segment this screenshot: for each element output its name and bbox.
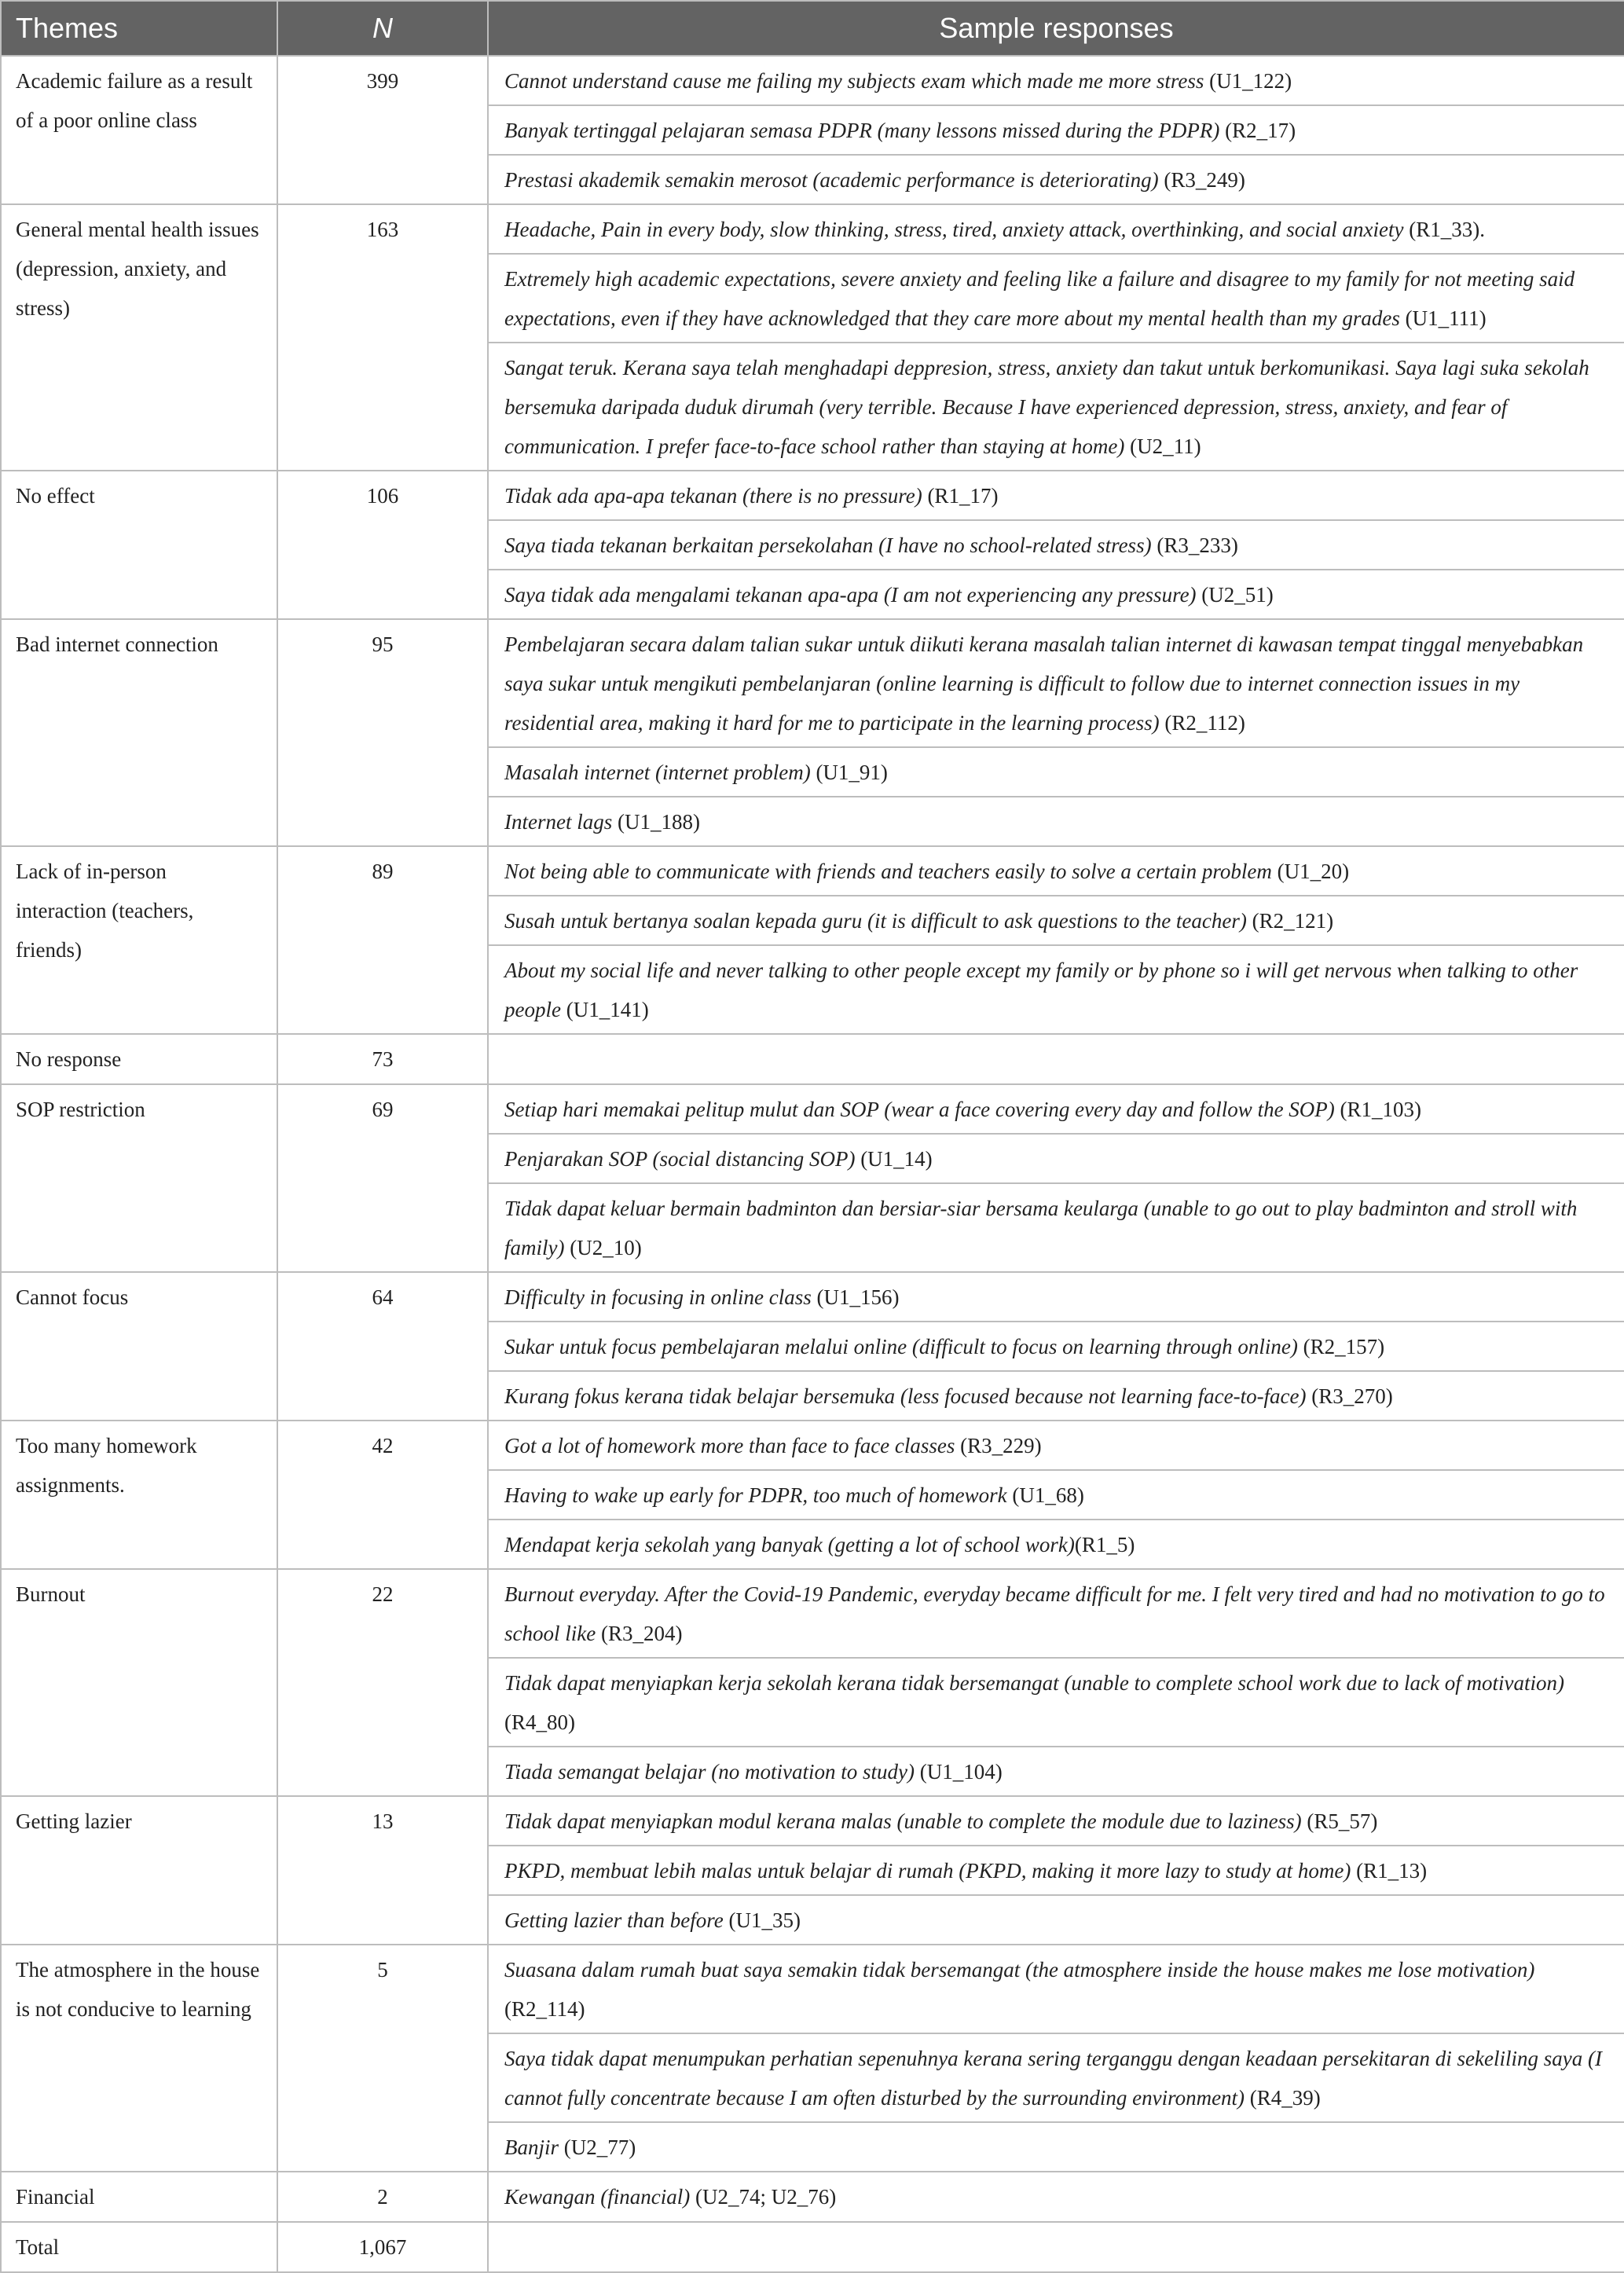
respondent-code: (R2_121) (1246, 909, 1334, 933)
response-text: Mendapat kerja sekolah yang banyak (getting a lot of school work) (504, 1533, 1075, 1556)
response-text: Burnout everyday. After the Covid-19 Pandemic, everyday became difficult for me. I felt very tired and had no motivation to go to school like (504, 1582, 1605, 1645)
respondent-code: (U1_104) (914, 1760, 1003, 1784)
response-text: Susah untuk bertanya soalan kepada guru (it is difficult to ask questions to the teacher) (504, 909, 1247, 933)
sample-response-cell (488, 1569, 1624, 1658)
respondent-code: (U2_10) (564, 1236, 642, 1259)
count-cell: 399 (277, 56, 488, 204)
respondent-code: (R5_57) (1301, 1809, 1378, 1833)
table-row (1, 56, 1624, 105)
response-text: Banjir (504, 2136, 559, 2159)
table-row (1, 1569, 1624, 1658)
theme-cell: Bad internet connection (1, 619, 277, 846)
sample-response-cell (488, 619, 1624, 747)
count-cell: 64 (277, 1272, 488, 1421)
sample-response-cell (488, 1272, 1624, 1322)
response-text: Cannot understand cause me failing my subjects exam which made me more stress (504, 69, 1204, 93)
theme-cell: Financial (1, 2172, 277, 2222)
respondent-code: (R1_17) (922, 484, 999, 508)
table-body (1, 56, 1624, 2272)
theme-cell: SOP restriction (1, 1084, 277, 1272)
theme-cell: No effect (1, 471, 277, 619)
table-row (1, 846, 1624, 896)
respondent-code: (U1_68) (1006, 1483, 1084, 1507)
respondent-code: (U1_188) (612, 810, 700, 834)
theme-cell: Academic failure as a result of a poor online class (1, 56, 277, 204)
response-text: Setiap hari memakai pelitup mulut dan SOP (wear a face covering every day and follow the SOP) (504, 1098, 1335, 1121)
respondent-code: (U2_51) (1196, 583, 1274, 607)
sample-response-cell (488, 1895, 1624, 1945)
sample-response-cell (488, 1322, 1624, 1371)
header-sample-responses: Sample responses (488, 1, 1624, 56)
theme-cell: No response (1, 1034, 277, 1084)
response-text: Kewangan (financial) (504, 2185, 691, 2209)
sample-response-cell (488, 1846, 1624, 1895)
respondent-code: (R3_233) (1151, 533, 1238, 557)
response-text: Saya tidak ada mengalami tekanan apa-apa (I am not experiencing any pressure) (504, 583, 1197, 607)
sample-response-cell (488, 1371, 1624, 1421)
count-cell: 69 (277, 1084, 488, 1272)
theme-cell: Total (1, 2222, 277, 2272)
sample-response-cell (488, 2172, 1624, 2222)
respondent-code: (U2_11) (1124, 434, 1201, 458)
response-text: Sukar untuk focus pembelajaran melalui online (difficult to focus on learning through online) (504, 1335, 1298, 1358)
sample-response-cell (488, 1945, 1624, 2033)
sample-response-cell (488, 1034, 1624, 1084)
respondent-code: (R4_80) (504, 1710, 575, 1734)
table-row (1, 204, 1624, 254)
table-row (1, 471, 1624, 520)
theme-cell: General mental health issues (depression, anxiety, and stress) (1, 204, 277, 471)
sample-response-cell (488, 1520, 1624, 1569)
count-cell: 1,067 (277, 2222, 488, 2272)
theme-cell: Cannot focus (1, 1272, 277, 1421)
respondent-code: (R2_114) (504, 1997, 585, 2021)
respondent-code: (U1_156) (811, 1285, 900, 1309)
sample-response-cell (488, 1183, 1624, 1272)
sample-response-cell (488, 2222, 1624, 2272)
theme-cell: The atmosphere in the house is not conducive to learning (1, 1945, 277, 2172)
response-text: Tiada semangat belajar (no motivation to study) (504, 1760, 915, 1784)
count-cell: 89 (277, 846, 488, 1034)
respondent-code: (R3_249) (1158, 168, 1245, 192)
respondent-code: (U1_141) (560, 998, 649, 1021)
response-text: Tidak ada apa-apa tekanan (there is no pressure) (504, 484, 922, 508)
respondent-code: (U1_111) (1399, 306, 1487, 330)
response-text: Masalah internet (internet problem) (504, 761, 811, 784)
theme-cell: Too many homework assignments. (1, 1421, 277, 1569)
respondent-code: (U1_122) (1204, 69, 1292, 93)
response-text: Saya tidak dapat menumpukan perhatian sepenuhnya kerana sering terganggu dengan keadaan persekitaran di sekeliling saya (I cannot fully concentrate because I am often disturbed by the surrounding environment) (504, 2047, 1602, 2110)
sample-response-cell (488, 105, 1624, 155)
table-row (1, 619, 1624, 747)
table-row (1, 2172, 1624, 2222)
respondent-code: (U1_91) (810, 761, 888, 784)
table-row (1, 1084, 1624, 1134)
table-row (1, 1272, 1624, 1322)
sample-response-cell (488, 1421, 1624, 1470)
respondent-code: (U1_35) (723, 1908, 801, 1932)
count-cell: 106 (277, 471, 488, 619)
count-cell: 5 (277, 1945, 488, 2172)
response-text: Difficulty in focusing in online class (504, 1285, 812, 1309)
respondent-code: (R1_13) (1351, 1859, 1428, 1883)
table-row (1, 1945, 1624, 2033)
respondent-code: (U1_14) (855, 1147, 933, 1171)
response-text: Tidak dapat menyiapkan kerja sekolah kerana tidak bersemangat (unable to complete school work due to lack of motivation) (504, 1671, 1564, 1695)
count-cell: 2 (277, 2172, 488, 2222)
theme-cell: Getting lazier (1, 1796, 277, 1945)
response-text: Having to wake up early for PDPR, too much of homework (504, 1483, 1007, 1507)
table-row (1, 2222, 1624, 2272)
response-text: Penjarakan SOP (social distancing SOP) (504, 1147, 856, 1171)
sample-response-cell (488, 797, 1624, 846)
sample-response-cell (488, 343, 1624, 471)
respondent-code: (R3_204) (596, 1622, 683, 1645)
respondent-code: (R3_270) (1306, 1384, 1393, 1408)
table-row (1, 1421, 1624, 1470)
sample-response-cell (488, 846, 1624, 896)
response-text: Prestasi akademik semakin merosot (academic performance is deteriorating) (504, 168, 1159, 192)
sample-response-cell (488, 2033, 1624, 2122)
sample-response-cell (488, 204, 1624, 254)
header-themes: Themes (1, 1, 277, 56)
table-row (1, 1034, 1624, 1084)
response-text: Tidak dapat keluar bermain badminton dan bersiar-siar bersama keularga (unable to go out to play badminton and stroll with family) (504, 1197, 1578, 1259)
count-cell: 163 (277, 204, 488, 471)
theme-cell: Lack of in-person interaction (teachers, friends) (1, 846, 277, 1034)
response-text: Banyak tertinggal pelajaran semasa PDPR (many lessons missed during the PDPR) (504, 119, 1220, 142)
respondent-code: (U2_74; U2_76) (690, 2185, 837, 2209)
response-text: Headache, Pain in every body, slow thinking, stress, tired, anxiety attack, overthinking, and social anxiety (504, 218, 1404, 241)
response-text: PKPD, membuat lebih malas untuk belajar di rumah (PKPD, making it more lazy to study at home) (504, 1859, 1351, 1883)
respondent-code: (U2_77) (559, 2136, 636, 2159)
response-text: Suasana dalam rumah buat saya semakin tidak bersemangat (the atmosphere inside the house makes me lose motivation) (504, 1958, 1535, 1982)
sample-response-cell (488, 56, 1624, 105)
sample-response-cell (488, 570, 1624, 619)
respondent-code: (R1_5) (1074, 1533, 1135, 1556)
response-text: Got a lot of homework more than face to face classes (504, 1434, 955, 1457)
response-text: About my social life and never talking to other people except my family or by phone so i will get nervous when talking to other people (504, 959, 1578, 1021)
table-row (1, 1796, 1624, 1846)
sample-response-cell (488, 896, 1624, 945)
response-text: Internet lags (504, 810, 613, 834)
sample-response-cell (488, 155, 1624, 204)
sample-response-cell (488, 254, 1624, 343)
response-text: Extremely high academic expectations, severe anxiety and feeling like a failure and disagree to my family for not meeting said expectations, even if they have acknowledged that they care more about my mental health than my grades (504, 267, 1575, 330)
respondent-code: (R1_33). (1403, 218, 1485, 241)
sample-response-cell (488, 945, 1624, 1034)
count-cell: 22 (277, 1569, 488, 1796)
sample-response-cell (488, 1084, 1624, 1134)
table-header-row (1, 1, 1624, 56)
count-cell: 42 (277, 1421, 488, 1569)
header-n: N (277, 1, 488, 56)
sample-response-cell (488, 747, 1624, 797)
sample-response-cell (488, 1796, 1624, 1846)
response-text: Saya tiada tekanan berkaitan persekolahan (I have no school-related stress) (504, 533, 1152, 557)
count-cell: 95 (277, 619, 488, 846)
theme-cell: Burnout (1, 1569, 277, 1796)
respondent-code: (R2_112) (1159, 711, 1245, 735)
respondent-code: (R2_157) (1297, 1335, 1385, 1358)
response-text: Tidak dapat menyiapkan modul kerana malas (unable to complete the module due to laziness) (504, 1809, 1302, 1833)
response-text: Sangat teruk. Kerana saya telah menghadapi deppresion, stress, anxiety dan takut untuk berkomunikasi. Saya lagi suka sekolah bersemuka daripada duduk dirumah (very terrible. Because I have experienced depression, stress, anxiety, and fear of communication. I prefer face-to-face school rather than staying at home) (504, 356, 1589, 458)
sample-response-cell (488, 1747, 1624, 1796)
respondent-code: (R2_17) (1219, 119, 1296, 142)
respondent-code: (R4_39) (1245, 2086, 1321, 2110)
sample-response-cell (488, 471, 1624, 520)
count-cell: 13 (277, 1796, 488, 1945)
response-text: Kurang fokus kerana tidak belajar bersemuka (less focused because not learning face-to-face) (504, 1384, 1307, 1408)
sample-response-cell (488, 520, 1624, 570)
response-text: Not being able to communicate with friends and teachers easily to solve a certain problem (504, 860, 1272, 883)
response-text: Getting lazier than before (504, 1908, 724, 1932)
respondent-code: (R3_229) (955, 1434, 1042, 1457)
respondent-code: (R1_103) (1334, 1098, 1422, 1121)
sample-response-cell (488, 2122, 1624, 2172)
count-cell: 73 (277, 1034, 488, 1084)
respondent-code: (U1_20) (1271, 860, 1350, 883)
sample-response-cell (488, 1658, 1624, 1747)
sample-response-cell (488, 1470, 1624, 1520)
response-text: Pembelajaran secara dalam talian sukar untuk diikuti kerana masalah talian internet di kawasan tempat tinggal menyebabkan saya sukar untuk mengikuti pembelanjaran (online learning is difficult to follow due to internet connection issues in my residential area, making it hard for me to participate in the learning process) (504, 632, 1584, 735)
sample-response-cell (488, 1134, 1624, 1183)
